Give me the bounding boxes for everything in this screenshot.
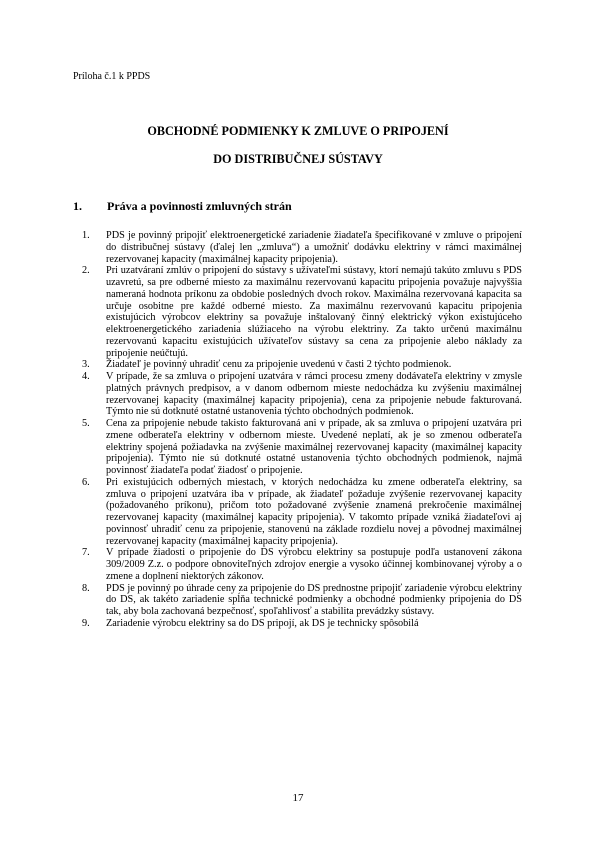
list-item-text: PDS je povinný po úhrade ceny za pripojenie do DS prednostne pripojiť zariadenie výrobcu elektriny do DS, ak takéto zariadenie spĺňa technické podmienky a obchodné podmienky pripojenia do DS tak, aby bola zachovaná bezpečnosť, spoľahlivosť a stabilita prevádzky sústavy. — [106, 582, 522, 617]
list-item-number: 6. — [82, 476, 90, 488]
list-item-text: Cena za pripojenie nebude takisto fakturovaná ani v prípade, ak sa zmluva o pripojení uzatvára pri zmene odberateľa elektriny v odbernom mieste. Uvedené neplatí, ak je so zmenou odberateľa elektriny spojená požiadavka na zvýšenie maximálnej rezervovanej kapacity (maximálnej kapacity pripojenia). Týmto nie sú dotknuté ostatné ustanovenia týchto obchodných podmienok, najmä povinnosť žiadateľa podať žiadosť o pripojenie. — [106, 418, 522, 476]
list-item-text: Pri uzatváraní zmlúv o pripojení do sústavy s užívateľmi sústavy, ktorí nemajú takúto zmluvu s PDS uzavretú, sa pre odberné miesto za maximálnu rezervovanú kapacitu pripojenia považuje najvyššia nameraná hodnota príkonu za obdobie posledných dvoch rokov. Maximálna rezervovaná kapacita sa určuje osobitne pre každé odberné miesto. Za maximálnu rezervovanú kapacitu pripojenia existujúcich výrobcov elektriny sa považuje inštalovaný činný elektrický výkon existujúceho elektroenergetického zariadenia slúžiaceho na výrobu elektriny. Za takto určenú maximálnu rezervovanú kapacitu existujúcich užívateľov sústavy sa cena za pripojenie alebo náklady za pripojenie neúčtujú. — [106, 265, 522, 359]
list-item — [82, 547, 522, 582]
document-title-line-2: DO DISTRIBUČNEJ SÚSTAVY — [213, 152, 383, 166]
section-heading — [73, 199, 292, 214]
list-item-text: PDS je povinný pripojiť elektroenergetické zariadenie žiadateľa špecifikované v zmluve o pripojení do distribučnej sústavy (ďalej len „zmluva“) a umožniť dodávku elektriny v rámci maximálnej rezervovanej kapacity (maximálnej kapacity pripojenia). — [106, 230, 522, 265]
list-item-number: 1. — [82, 230, 90, 241]
page-number: 17 — [292, 792, 304, 804]
list-item — [82, 230, 522, 265]
list-item-text: Žiadateľ je povinný uhradiť cenu za pripojenie uvedenú v časti 2 týchto podmienok. — [106, 359, 452, 371]
list-item — [82, 583, 522, 618]
section-number: 1. — [73, 199, 82, 213]
list-item — [82, 477, 522, 548]
list-item-number: 2. — [82, 265, 90, 277]
list-item-number: 7. — [82, 547, 90, 559]
list-item-number: 8. — [82, 582, 90, 594]
list-item — [82, 359, 522, 371]
list-item — [82, 371, 522, 418]
list-item — [82, 618, 522, 630]
list-item-number: 9. — [82, 617, 90, 629]
list-item-text: Zariadenie výrobcu elektriny sa do DS pripojí, ak DS je technicky spôsobilá — [106, 617, 419, 629]
list-item — [82, 418, 522, 477]
header-note: Príloha č.1 k PPDS — [73, 71, 151, 82]
list-item-text: V prípade žiadosti o pripojenie do DS výrobcu elektriny sa postupuje podľa ustanovení zákona 309/2009 Z.z. o podpore obnoviteľných zdrojov energie a vysoko účinnej kombinovanej výroby a o zmene a doplnení niektorých zákonov. — [106, 547, 522, 582]
list-item-number: 4. — [82, 371, 90, 382]
list-item-text: Pri existujúcich odberných miestach, v ktorých nedochádza ku zmene odberateľa elektriny, sa zmluva o pripojení uzatvára iba v prípade, ak žiadateľ požaduje zvýšenie rezervovanej kapacity (požadovaného príkonu), pričom toto požadované zvýšenie znamená prekročenie maximálnej rezervovanej kapacity (maximálnej kapacity pripojenia). V takomto prípade vzniká žiadateľovi aj povinnosť uhradiť cenu za pripojenie, stanovenú na základe rozdielu novej a pôvodnej maximálnej rezervovanej kapacity (maximálnej kapacity pripojenia). — [106, 476, 522, 547]
section-title: Práva a povinnosti zmluvných strán — [107, 199, 292, 213]
list-item-number: 3. — [82, 359, 90, 371]
list-item — [82, 265, 522, 359]
terms-list — [82, 230, 522, 630]
list-item-text: V prípade, že sa zmluva o pripojení uzatvára v rámci procesu zmeny dodávateľa elektriny v zmysle platných právnych predpisov, a v danom odbernom mieste nedochádza ku zvýšeniu maximálnej rezervovanej kapacity (maximálnej kapacity pripojenia), cena za pripojenie nebude fakturovaná. Týmto nie sú dotknuté ostatné ustanovenia týchto obchodných podmienok. — [106, 371, 522, 418]
list-item-number: 5. — [82, 418, 90, 429]
document-title-line-1: OBCHODNÉ PODMIENKY K ZMLUVE O PRIPOJENÍ — [147, 124, 449, 138]
